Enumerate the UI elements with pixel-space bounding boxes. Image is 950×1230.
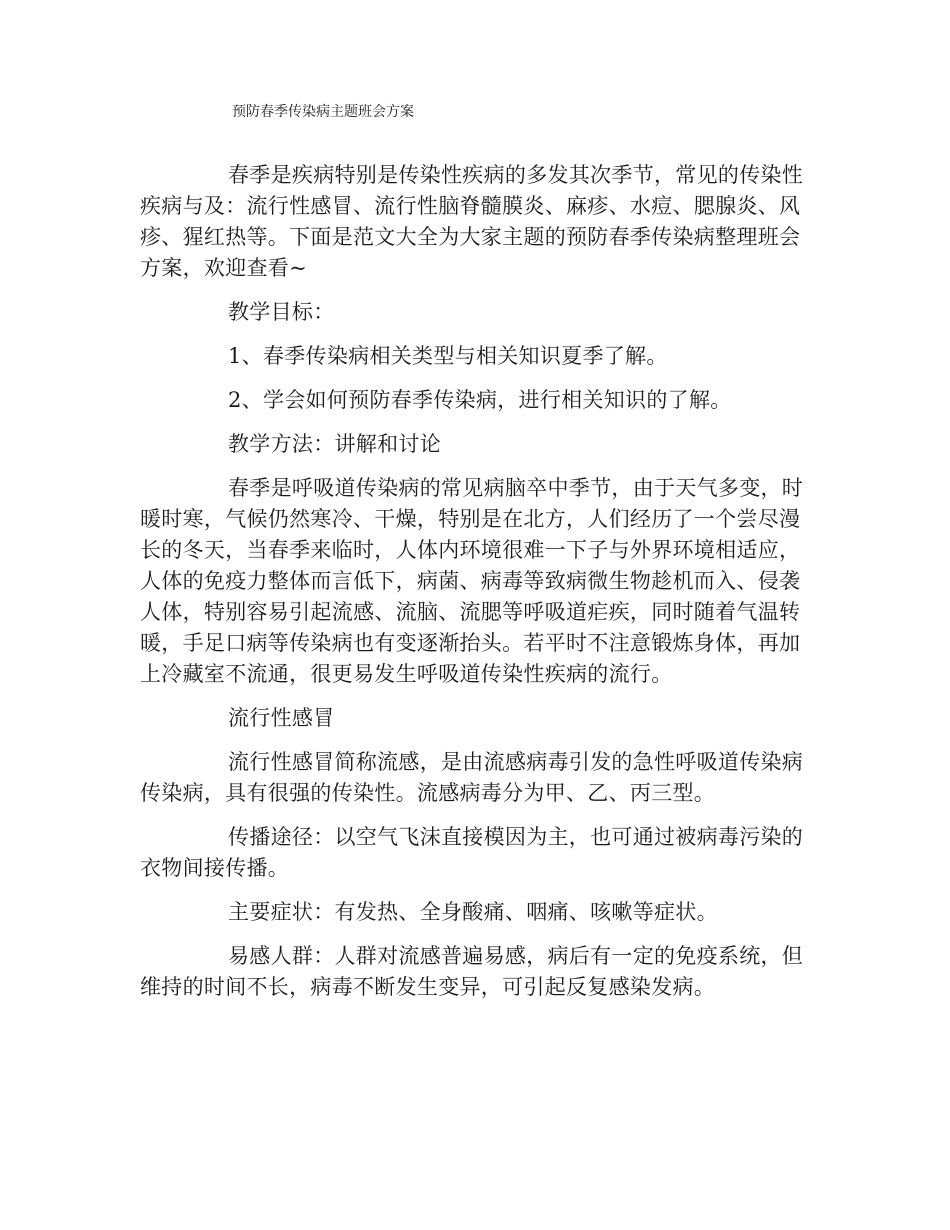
susceptible-population: 易感人群：人群对流感普遍易感，病后有一定的免疫系统，但维持的时间不长，病毒不断发生变异，可引起反复感染发病。: [140, 944, 804, 999]
document-title: 预防春季传染病主题班会方案: [232, 104, 414, 120]
transmission-route: 传播途径：以空气飞沫直接模因为主，也可通过被病毒污染的衣物间接传播。: [140, 825, 804, 880]
goal-item-1: 1、春季传染病相关类型与相关知识夏季了解。: [228, 344, 668, 368]
teaching-goals-heading: 教学目标：: [228, 300, 335, 324]
main-symptoms: 主要症状：有发热、全身酸痛、咽痛、咳嗽等症状。: [228, 900, 718, 924]
intro-paragraph: 春季是疾病特别是传染性疾病的多发其次季节，常见的传染性疾病与及：流行性感冒、流行性脑脊髓膜炎、麻疹、水痘、腮腺炎、风疹、猩红热等。下面是范文大全为大家主题的预防春季传染病整理班会方案，欢迎查看~: [140, 163, 804, 280]
document-body: [140, 160, 812, 1016]
goal-item-2: 2、学会如何预防春季传染病，进行相关知识的了解。: [228, 388, 732, 412]
influenza-heading: 流行性感冒: [228, 706, 335, 730]
influenza-description: 流行性感冒简称流感，是由流感病毒引发的急性呼吸道传染病传染病，具有很强的传染性。流感病毒分为甲、乙、丙三型。: [140, 750, 804, 805]
teaching-method: 教学方法：讲解和讨论: [228, 432, 441, 456]
spring-disease-paragraph: 春季是呼吸道传染病的常见病脑卒中季节，由于天气多变，时暖时寒，气候仍然寒冷、干燥，特别是在北方，人们经历了一个尝尽漫长的冬天，当春季来临时，人体内环境很难一下子与外界环境相适应，人体的免疫力整体而言低下，病菌、病毒等致病微生物趁机而入、侵袭人体，特别容易引起流感、流脑、流腮等呼吸道疟疾，同时随着气温转暖，手足口病等传染病也有变逐渐抬头。若平时不注意锻炼身体，再加上冷藏室不流通，很更易发生呼吸道传染性疾病的流行。: [140, 476, 804, 686]
